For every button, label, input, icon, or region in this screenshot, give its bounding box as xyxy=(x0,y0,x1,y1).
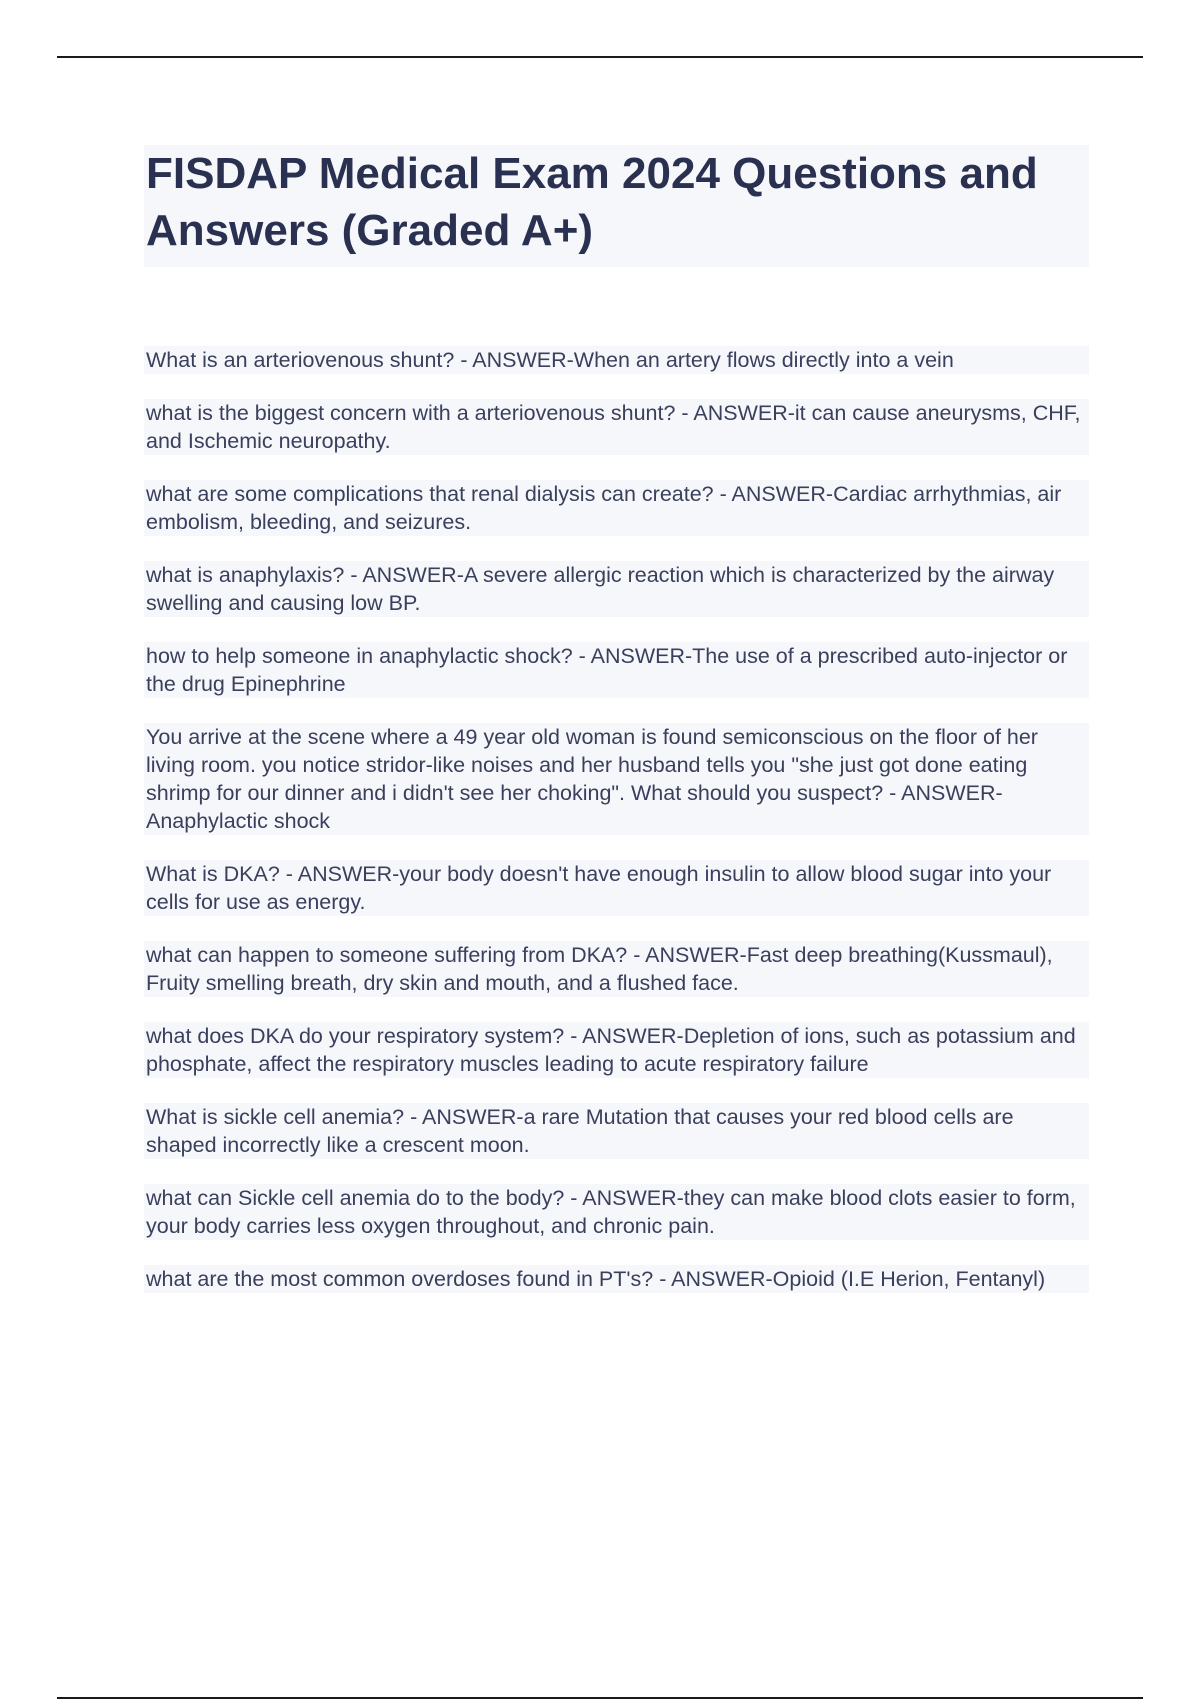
answer-text: it can cause aneurysms, CHF, and Ischemic neuropathy. xyxy=(146,401,1081,453)
qa-item xyxy=(144,399,1089,455)
answer-separator: - ANSWER- xyxy=(279,862,400,886)
qa-item xyxy=(144,1184,1089,1240)
answer-separator: - ANSWER- xyxy=(564,1186,684,1210)
qa-item xyxy=(144,1265,1089,1293)
question-text: how to help someone in anaphylactic shock? xyxy=(146,644,573,668)
answer-text: they can make blood clots easier to form, your body carries less oxygen throughout, and chronic pain. xyxy=(146,1186,1076,1238)
title-block xyxy=(144,145,1089,267)
answer-separator: - ANSWER- xyxy=(883,781,1003,805)
question-text: You arrive at the scene where a 49 year old woman is found semiconscious on the floor of her living room. you notice stridor-like noises and her husband tells you "she just got done eating shrimp for our dinner and i didn't see her choking". What should you suspect? xyxy=(146,725,1038,805)
question-text: What is sickle cell anemia? xyxy=(146,1105,405,1129)
answer-separator: - ANSWER- xyxy=(713,482,834,506)
answer-separator: - ANSWER- xyxy=(627,943,747,967)
answer-separator: - ANSWER- xyxy=(344,563,464,587)
question-text: what is the biggest concern with a arteriovenous shunt? xyxy=(146,401,676,425)
answer-text: Depletion of ions, such as potassium and phosphate, affect the respiratory muscles leading to acute respiratory failure xyxy=(146,1024,1076,1076)
page-title: FISDAP Medical Exam 2024 Questions and Answers (Graded A+) xyxy=(146,149,1038,255)
question-text: what does DKA do your respiratory system? xyxy=(146,1024,565,1048)
qa-item xyxy=(144,642,1089,698)
qa-item xyxy=(144,1103,1089,1159)
answer-text: Opioid (I.E Herion, Fentanyl) xyxy=(772,1267,1046,1291)
answer-text: The use of a prescribed auto-injector or the drug Epinephrine xyxy=(146,644,1068,696)
answer-text: your body doesn't have enough insulin to allow blood sugar into your cells for use as energy. xyxy=(146,862,1052,914)
answer-separator: - ANSWER- xyxy=(454,348,574,372)
qa-item xyxy=(144,561,1089,617)
answer-separator: - ANSWER- xyxy=(653,1267,773,1291)
top-divider xyxy=(57,56,1143,58)
qa-item xyxy=(144,941,1089,997)
qa-item xyxy=(144,1022,1089,1078)
question-text: what are the most common overdoses found in PT's? xyxy=(146,1267,654,1291)
answer-separator: - ANSWER- xyxy=(564,1024,684,1048)
question-text: what can happen to someone suffering from DKA? xyxy=(146,943,628,967)
bottom-divider xyxy=(57,1697,1143,1699)
document-body xyxy=(144,145,1089,1318)
qa-item xyxy=(144,480,1089,536)
question-text: What is DKA? xyxy=(146,862,280,886)
answer-separator: - ANSWER- xyxy=(572,644,693,668)
question-text: what is anaphylaxis? xyxy=(146,563,345,587)
answer-separator: - ANSWER- xyxy=(404,1105,524,1129)
answer-text: A severe allergic reaction which is characterized by the airway swelling and causing low BP. xyxy=(146,563,1055,615)
qa-item xyxy=(144,346,1089,374)
qa-item xyxy=(144,860,1089,916)
qa-list xyxy=(144,346,1089,1293)
answer-separator: - ANSWER- xyxy=(675,401,795,425)
qa-item xyxy=(144,723,1089,835)
answer-text: When an artery flows directly into a vein xyxy=(573,348,954,372)
answer-text: Cardiac arrhythmias, air embolism, bleeding, and seizures. xyxy=(146,482,1062,534)
question-text: what can Sickle cell anemia do to the body? xyxy=(146,1186,565,1210)
answer-text: Anaphylactic shock xyxy=(146,809,331,833)
question-text: what are some complications that renal dialysis can create? xyxy=(146,482,714,506)
question-text: What is an arteriovenous shunt? xyxy=(146,348,455,372)
answer-text: a rare Mutation that causes your red blood cells are shaped incorrectly like a crescent moon. xyxy=(146,1105,1014,1157)
answer-text: Fast deep breathing(Kussmaul), Fruity smelling breath, dry skin and mouth, and a flushed face. xyxy=(146,943,1053,995)
